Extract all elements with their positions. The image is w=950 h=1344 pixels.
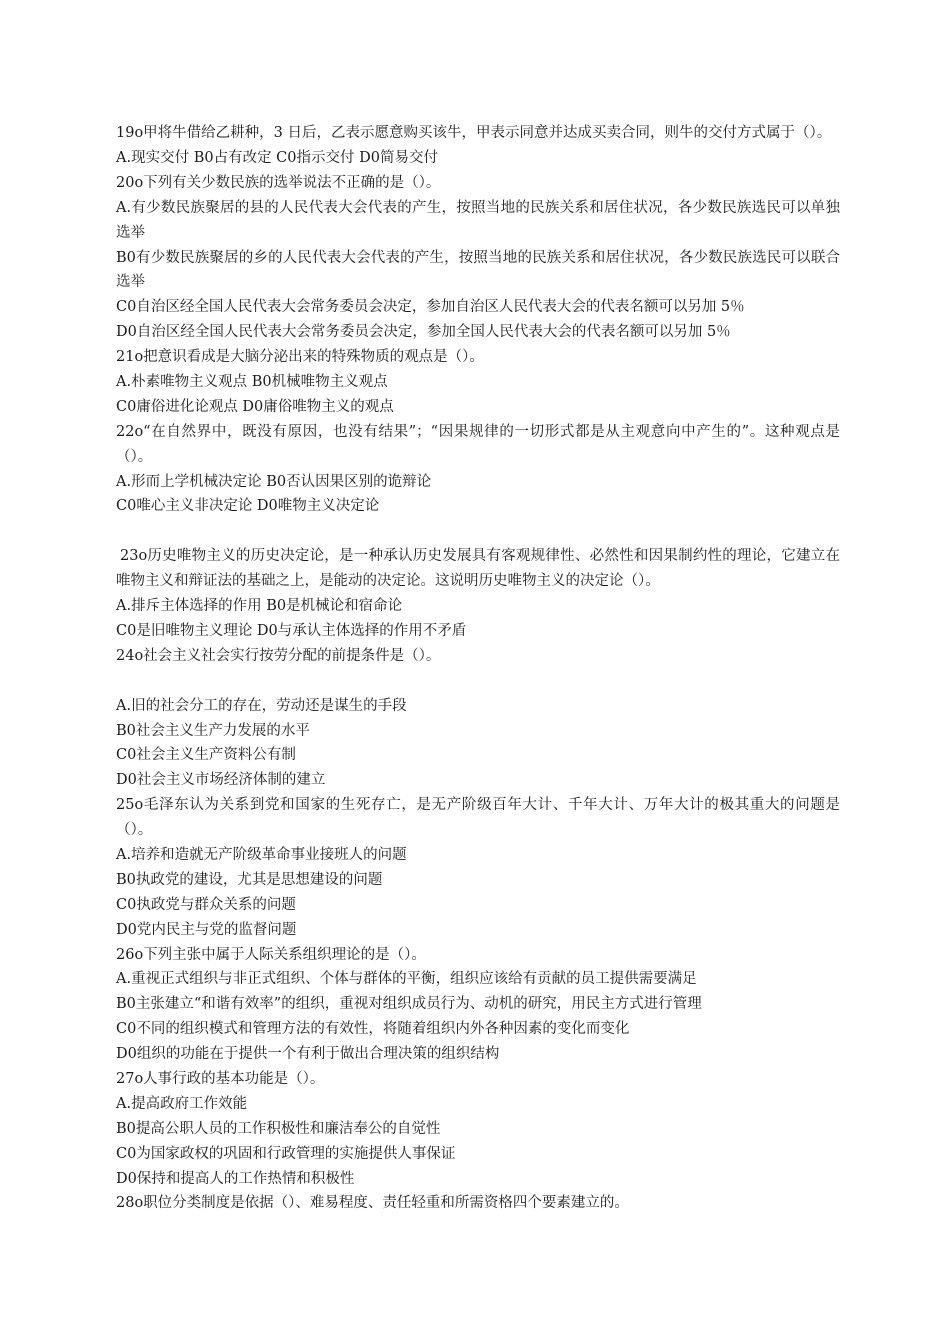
text-line: A.有少数民族聚居的县的人民代表大会代表的产生，按照当地的民族关系和居住状况，各少数民族选民可以单独选举 — [116, 199, 840, 241]
text-line: 27o人事行政的基本功能是（）。 — [116, 1071, 325, 1088]
text-line: 23o历史唯物主义的历史决定论，是一种承认历史发展具有客观规律性、必然性和因果制约性的理论，它建立在唯物主义和辩证法的基础之上，是能动的决定论。这说明历史唯物主义的决定论（）。 — [116, 548, 840, 590]
text-line: 28o职位分类制度是依据（）、难易程度、责任轻重和所需资格四个要素建立的。 — [116, 1195, 629, 1212]
document-page — [116, 121, 840, 1216]
text-line: A.朴素唯物主义观点 B0机械唯物主义观点 — [116, 373, 388, 390]
text-line: C0唯心主义非决定论 D0唯物主义决定论 — [116, 498, 380, 515]
text-line: 24o社会主义社会实行按劳分配的前提条件是（）。 — [116, 647, 441, 664]
text-line: A.重视正式组织与非正式组织、个体与群体的平衡，组织应该给有贡献的员工提供需要满足 — [116, 971, 697, 988]
text-line: C0社会主义生产资料公有制 — [116, 747, 296, 764]
text-line: A.旧的社会分工的存在，劳动还是谋生的手段 — [116, 697, 407, 714]
text-line: D0保持和提高人的工作热情和积极性 — [116, 1170, 355, 1187]
text-line: D0社会主义市场经济体制的建立 — [116, 772, 326, 789]
text-line: 19o甲将牛借给乙耕种，3 日后，乙表示愿意购买该牛，甲表示同意并达成买卖合同，则牛的交付方式属于（）。 — [116, 125, 832, 141]
text-line: C0执政党与群众关系的问题 — [116, 896, 296, 913]
text-line: B0社会主义生产力发展的水平 — [116, 722, 310, 739]
text-line: 21o把意识看成是大脑分泌出来的特殊物质的观点是（）。 — [116, 349, 484, 366]
text-line: 20o下列有关少数民族的选举说法不正确的是（）。 — [116, 174, 441, 191]
text-line: D0党内民主与党的监督问题 — [116, 921, 297, 938]
text-line: B0提高公职人员的工作积极性和廉洁奉公的自觉性 — [116, 1120, 441, 1137]
text-line: 26o下列主张中属于人际关系组织理论的是（）。 — [116, 946, 426, 963]
text-line: A.排斥主体选择的作用 B0是机械论和宿命论 — [116, 598, 403, 615]
text-line: D0组织的功能在于提供一个有利于做出合理决策的组织结构 — [116, 1046, 500, 1063]
text-line: A.提高政府工作效能 — [116, 1095, 248, 1112]
text-line: B0有少数民族聚居的乡的人民代表大会代表的产生，按照当地的民族关系和居住状况，各少数民族选民可以联合选举 — [116, 249, 840, 291]
text-line: C0为国家政权的巩固和行政管理的实施提供人事保证 — [116, 1145, 456, 1162]
text-line: B0执政党的建设，尤其是思想建设的问题 — [116, 871, 383, 888]
text-line: 22o“在自然界中，既没有原因，也没有结果”；“因果规律的一切形式都是从主观意向中产生的”。这种观点是（）。 — [116, 423, 840, 465]
text-line: C0自治区经全国人民代表大会常务委员会决定，参加自治区人民代表大会的代表名额可以另加 5％ — [116, 299, 745, 316]
text-line: D0自治区经全国人民代表大会常务委员会决定，参加全国人民代表大会的代表名额可以另加 5％ — [116, 324, 731, 341]
text-line: A.培养和造就无产阶级革命事业接班人的问题 — [116, 847, 407, 863]
text-line: A.现实交付 B0占有改定 C0指示交付 D0简易交付 — [116, 149, 438, 166]
blank-line — [116, 519, 840, 544]
text-line: C0不同的组织模式和管理方法的有效性，将随着组织内外各种因素的变化而变化 — [116, 1021, 630, 1038]
blank-line — [116, 669, 840, 694]
text-line: 25o毛泽东认为关系到党和国家的生死存亡，是无产阶级百年大计、千年大计、万年大计的极其重大的问题是（）。 — [116, 797, 840, 839]
text-line: A.形而上学机械决定论 B0否认因果区别的诡辩论 — [116, 473, 432, 490]
text-line: C0庸俗进化论观点 D0庸俗唯物主义的观点 — [116, 398, 394, 415]
text-line: B0主张建立“和谐有效率”的组织，重视对组织成员行为、动机的研究，用民主方式进行管理 — [116, 996, 702, 1013]
text-line: C0是旧唯物主义理论 D0与承认主体选择的作用不矛盾 — [116, 622, 467, 639]
